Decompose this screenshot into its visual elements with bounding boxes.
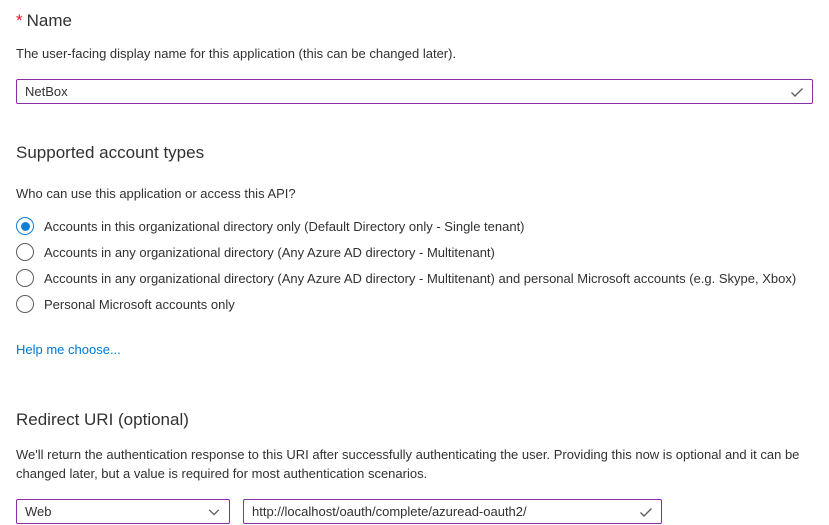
account-types-question: Who can use this application or access this API? xyxy=(16,186,296,201)
name-input-container xyxy=(16,79,813,104)
redirect-uri-description: We'll return the authentication response to this URI after successfully authenticating the user. Providing this now is optional and it can be changed later, but a value is required for most authentication scenarios. xyxy=(16,447,800,481)
redirect-uri-input[interactable] xyxy=(243,499,662,524)
radio-option-multitenant[interactable] xyxy=(16,239,813,265)
radio-option-label: Personal Microsoft accounts only xyxy=(44,296,235,312)
radio-option-label: Accounts in any organizational directory (Any Azure AD directory - Multitenant) xyxy=(44,244,495,260)
account-types-radio-group xyxy=(16,213,813,317)
required-asterisk: * xyxy=(16,11,23,30)
radio-option-label: Accounts in this organizational directory only (Default Directory only - Single tenant) xyxy=(44,218,525,234)
radio-button-icon xyxy=(16,269,34,287)
redirect-uri-title: Redirect URI (optional) xyxy=(16,410,189,429)
name-section-title xyxy=(16,10,813,32)
radio-option-label: Accounts in any organizational directory (Any Azure AD directory - Multitenant) and personal Microsoft accounts (e.g. Skype, Xbox) xyxy=(44,270,797,286)
radio-option-multitenant-personal[interactable] xyxy=(16,265,813,291)
name-title-text: Name xyxy=(26,11,72,30)
platform-select[interactable] xyxy=(16,499,230,524)
name-description: The user-facing display name for this application (this can be changed later). xyxy=(16,46,457,61)
radio-button-icon xyxy=(16,243,34,261)
radio-option-single-tenant[interactable] xyxy=(16,213,813,239)
radio-button-icon xyxy=(16,295,34,313)
chevron-down-icon xyxy=(207,505,221,519)
platform-select-value: Web xyxy=(25,504,52,519)
redirect-uri-controls xyxy=(16,499,813,524)
account-types-title: Supported account types xyxy=(16,143,205,162)
name-input[interactable] xyxy=(16,79,813,104)
radio-button-icon xyxy=(16,217,34,235)
redirect-uri-input-container xyxy=(243,499,662,524)
help-me-choose-link[interactable]: Help me choose... xyxy=(16,342,121,357)
radio-option-personal-only[interactable] xyxy=(16,291,813,317)
